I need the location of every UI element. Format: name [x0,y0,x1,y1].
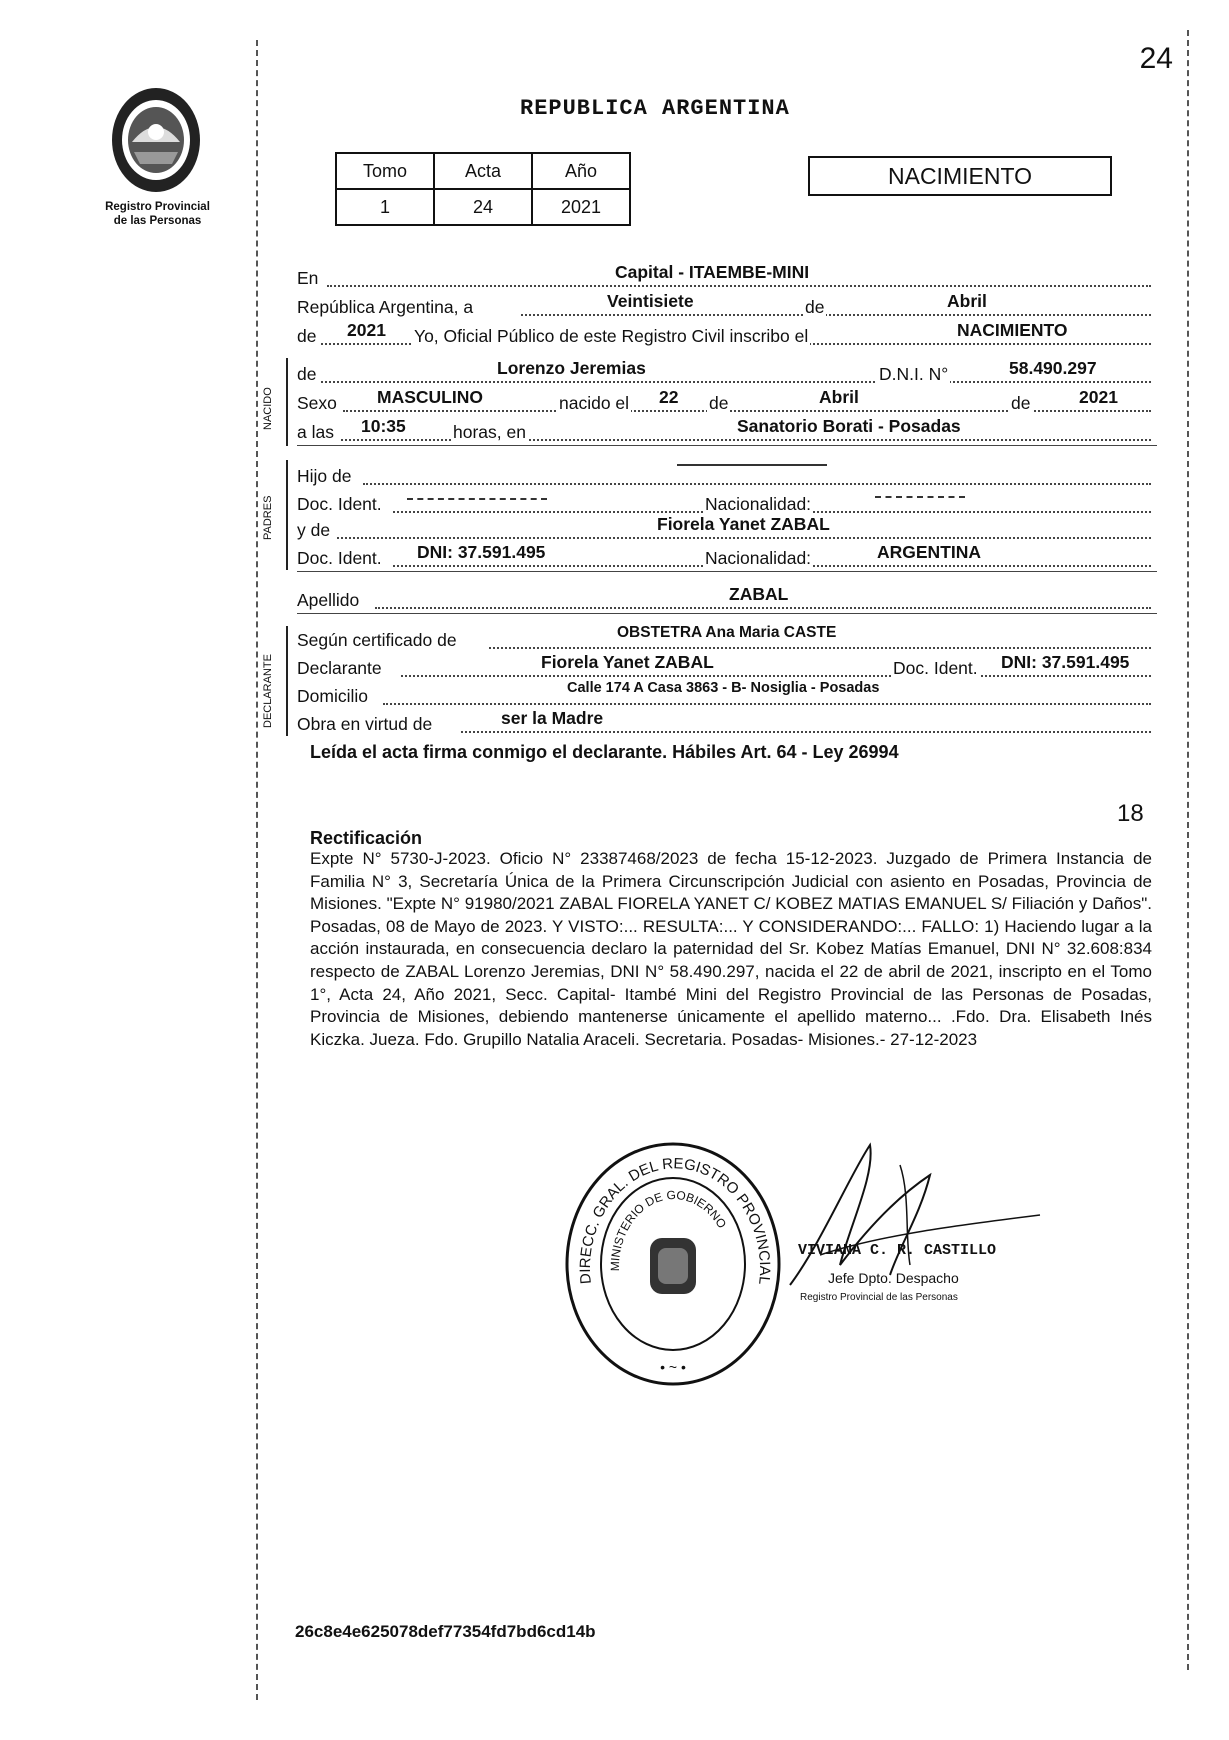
tomo-label: Tomo [336,153,434,189]
document-hash: 26c8e4e625078def77354fd7bd6cd14b [295,1622,596,1641]
row-sexo [297,387,1157,415]
label-nacionalidad-1: Nacionalidad: [705,494,812,514]
label-horas-en: horas, en [453,422,526,442]
page-number: 24 [1139,42,1173,75]
row-declarante [297,652,1157,680]
label-sexo: Sexo [297,393,337,413]
left-margin-line [256,40,258,1700]
strike-doc-padre [407,498,547,500]
value-madre: Fiorela Yanet ZABAL [657,514,830,534]
side-label-declarante: DECLARANTE [262,654,274,728]
rectificacion-number: 18 [1117,800,1144,827]
label-declarante: Declarante [297,658,382,678]
row-doc-madre [297,542,1157,570]
row-hijo-de [297,460,1157,488]
row-madre [297,514,1157,542]
value-dia: Veintisiete [607,291,694,311]
label-nacionalidad-2: Nacionalidad: [705,548,812,568]
value-tipo: NACIMIENTO [957,320,1068,340]
row-anio [297,320,1157,348]
right-margin-line [1187,30,1189,1670]
country-heading: REPUBLICA ARGENTINA [520,96,790,121]
row-apellido [297,584,1157,612]
signatory-org: Registro Provincial de las Personas [800,1292,958,1303]
label-nacido-el: nacido el [559,393,630,413]
brace-declarante [286,626,288,736]
anio-value: 2021 [532,189,630,225]
label-nac-de: de [709,393,729,413]
rectificacion-title: Rectificación [310,828,423,848]
label-de-nombre: de [297,364,317,384]
value-madre-dni: DNI: 37.591.495 [417,542,546,562]
row-fecha [297,291,1157,319]
row-obra [297,708,1157,736]
value-domicilio: Calle 174 A Casa 3863 - B- Nosiglia - Posadas [567,680,880,696]
value-nombre: Lorenzo Jeremias [497,358,646,378]
row-lugar [297,262,1157,290]
acta-label: Acta [434,153,532,189]
row-nombre [297,358,1157,386]
closing-statement: Leída el acta firma conmigo el declarante. Hábiles Art. 64 - Ley 26994 [310,742,899,762]
value-madre-nac: ARGENTINA [877,542,982,562]
row-hora [297,416,1157,444]
value-sexo: MASCULINO [377,387,483,407]
acta-value: 24 [434,189,532,225]
value-declarante-dni: DNI: 37.591.495 [1001,652,1130,672]
label-doc-ident-2: Doc. Ident. [297,548,382,568]
stamp-outer-text: DIRECC. GRAL. DEL REGISTRO PROVINCIAL [576,1155,774,1285]
label-doc-ident-1: Doc. Ident. [297,494,382,514]
label-certificado: Según certificado de [297,630,457,650]
label-hijo-de: Hijo de [297,466,352,486]
label-dec-doc: Doc. Ident. [893,658,978,678]
tomo-value: 1 [336,189,434,225]
label-republica: República Argentina, a [297,297,474,317]
svg-text:• ~ •: • ~ • [660,1359,686,1375]
value-dni: 58.490.297 [1009,358,1097,378]
label-domicilio: Domicilio [297,686,368,706]
logo-caption-line2: de las Personas [113,215,202,227]
document-type-box: NACIMIENTO [808,156,1112,196]
rectificacion-body: Expte N° 5730-J-2023. Oficio N° 23387468/2023 de fecha 15-12-2023. Juzgado de Primera Instancia de Familia N° 3, Secretaría Única de la Primera Circunscripción Judicial con asiento en Posadas, Provincia de Misiones. "Expte N° 91980/2021 ZABAL FIORELA YANET C/ KOBEZ MATIAS EMANUEL S/ Filiación y Daños". Posadas, 08 de Mayo de 2023. Y VISTO:... RESULTA:... Y CONSIDERANDO:... FALLO: 1) Haciendo lugar a la acción instaurada, en consecuencia declaro la paternidad del Sr. Kobez Matías Emanuel, DNI N° 32.608:834 respecto de ZABAL Lorenzo Jeremias, DNI N° 58.490.297, nacida el 22 de abril de 2021, inscripto en el Tomo 1°, Acta 24, Año 2021, Secc. Capital- Itambé Mini del Registro Provincial de las Personas de Posadas, Provincia de Misiones, debiendo mantenerse únicamente el apellido materno... .Fdo. Dra. Elisabeth Inés Kiczka. Jueza. Fdo. Grupillo Natalia Araceli. Secretaria. Posadas- Misiones.- 27-12-2023 [310,849,1152,1049]
value-apellido: ZABAL [729,584,789,604]
registry-table [335,152,631,226]
registry-logo [98,82,214,198]
value-mes: Abril [947,291,987,311]
label-de: de [805,297,825,317]
label-de-anio: de [297,326,317,346]
anio-label: Año [532,153,630,189]
value-lugar: Capital - ITAEMBE-MINI [615,262,810,282]
value-declarante: Fiorela Yanet ZABAL [541,652,714,672]
logo-caption-line1: Registro Provincial [105,201,210,213]
side-label-nacido: NACIDO [262,387,274,430]
signatory-name: VIVIANA C. R. CASTILLO [798,1242,997,1259]
value-nac-anio: 2021 [1079,387,1118,407]
label-apellido: Apellido [297,590,360,610]
brace-nacido [286,358,288,446]
signatory-role: Jefe Dpto. Despacho [828,1270,959,1286]
strike-nac-padre [875,496,965,498]
label-nac-de2: de [1011,393,1031,413]
value-hora: 10:35 [361,416,406,436]
side-label-padres: PADRES [262,495,274,540]
official-stamp [562,1140,784,1388]
value-nac-mes: Abril [819,387,859,407]
stamp-inner-text: MINISTERIO DE GOBIERNO [607,1187,730,1272]
row-doc-padre [297,488,1157,516]
strike-padre [677,464,827,466]
label-dni: D.N.I. N° [879,364,949,384]
label-inscribo: Yo, Oficial Público de este Registro Civil inscribo el [414,326,809,346]
value-obra: ser la Madre [501,708,604,728]
value-anio: 2021 [347,320,386,340]
label-en: En [297,268,319,288]
row-certificado [297,624,1157,652]
value-nac-dia: 22 [659,387,679,407]
label-y-de: y de [297,520,331,540]
brace-padres [286,460,288,570]
label-a-las: a las [297,422,334,442]
label-obra: Obra en virtud de [297,714,433,734]
registry-logo-caption [70,200,245,228]
row-domicilio [297,680,1157,708]
value-lugar-nac: Sanatorio Borati - Posadas [737,416,961,436]
value-certificado: OBSTETRA Ana Maria CASTE [617,624,837,641]
